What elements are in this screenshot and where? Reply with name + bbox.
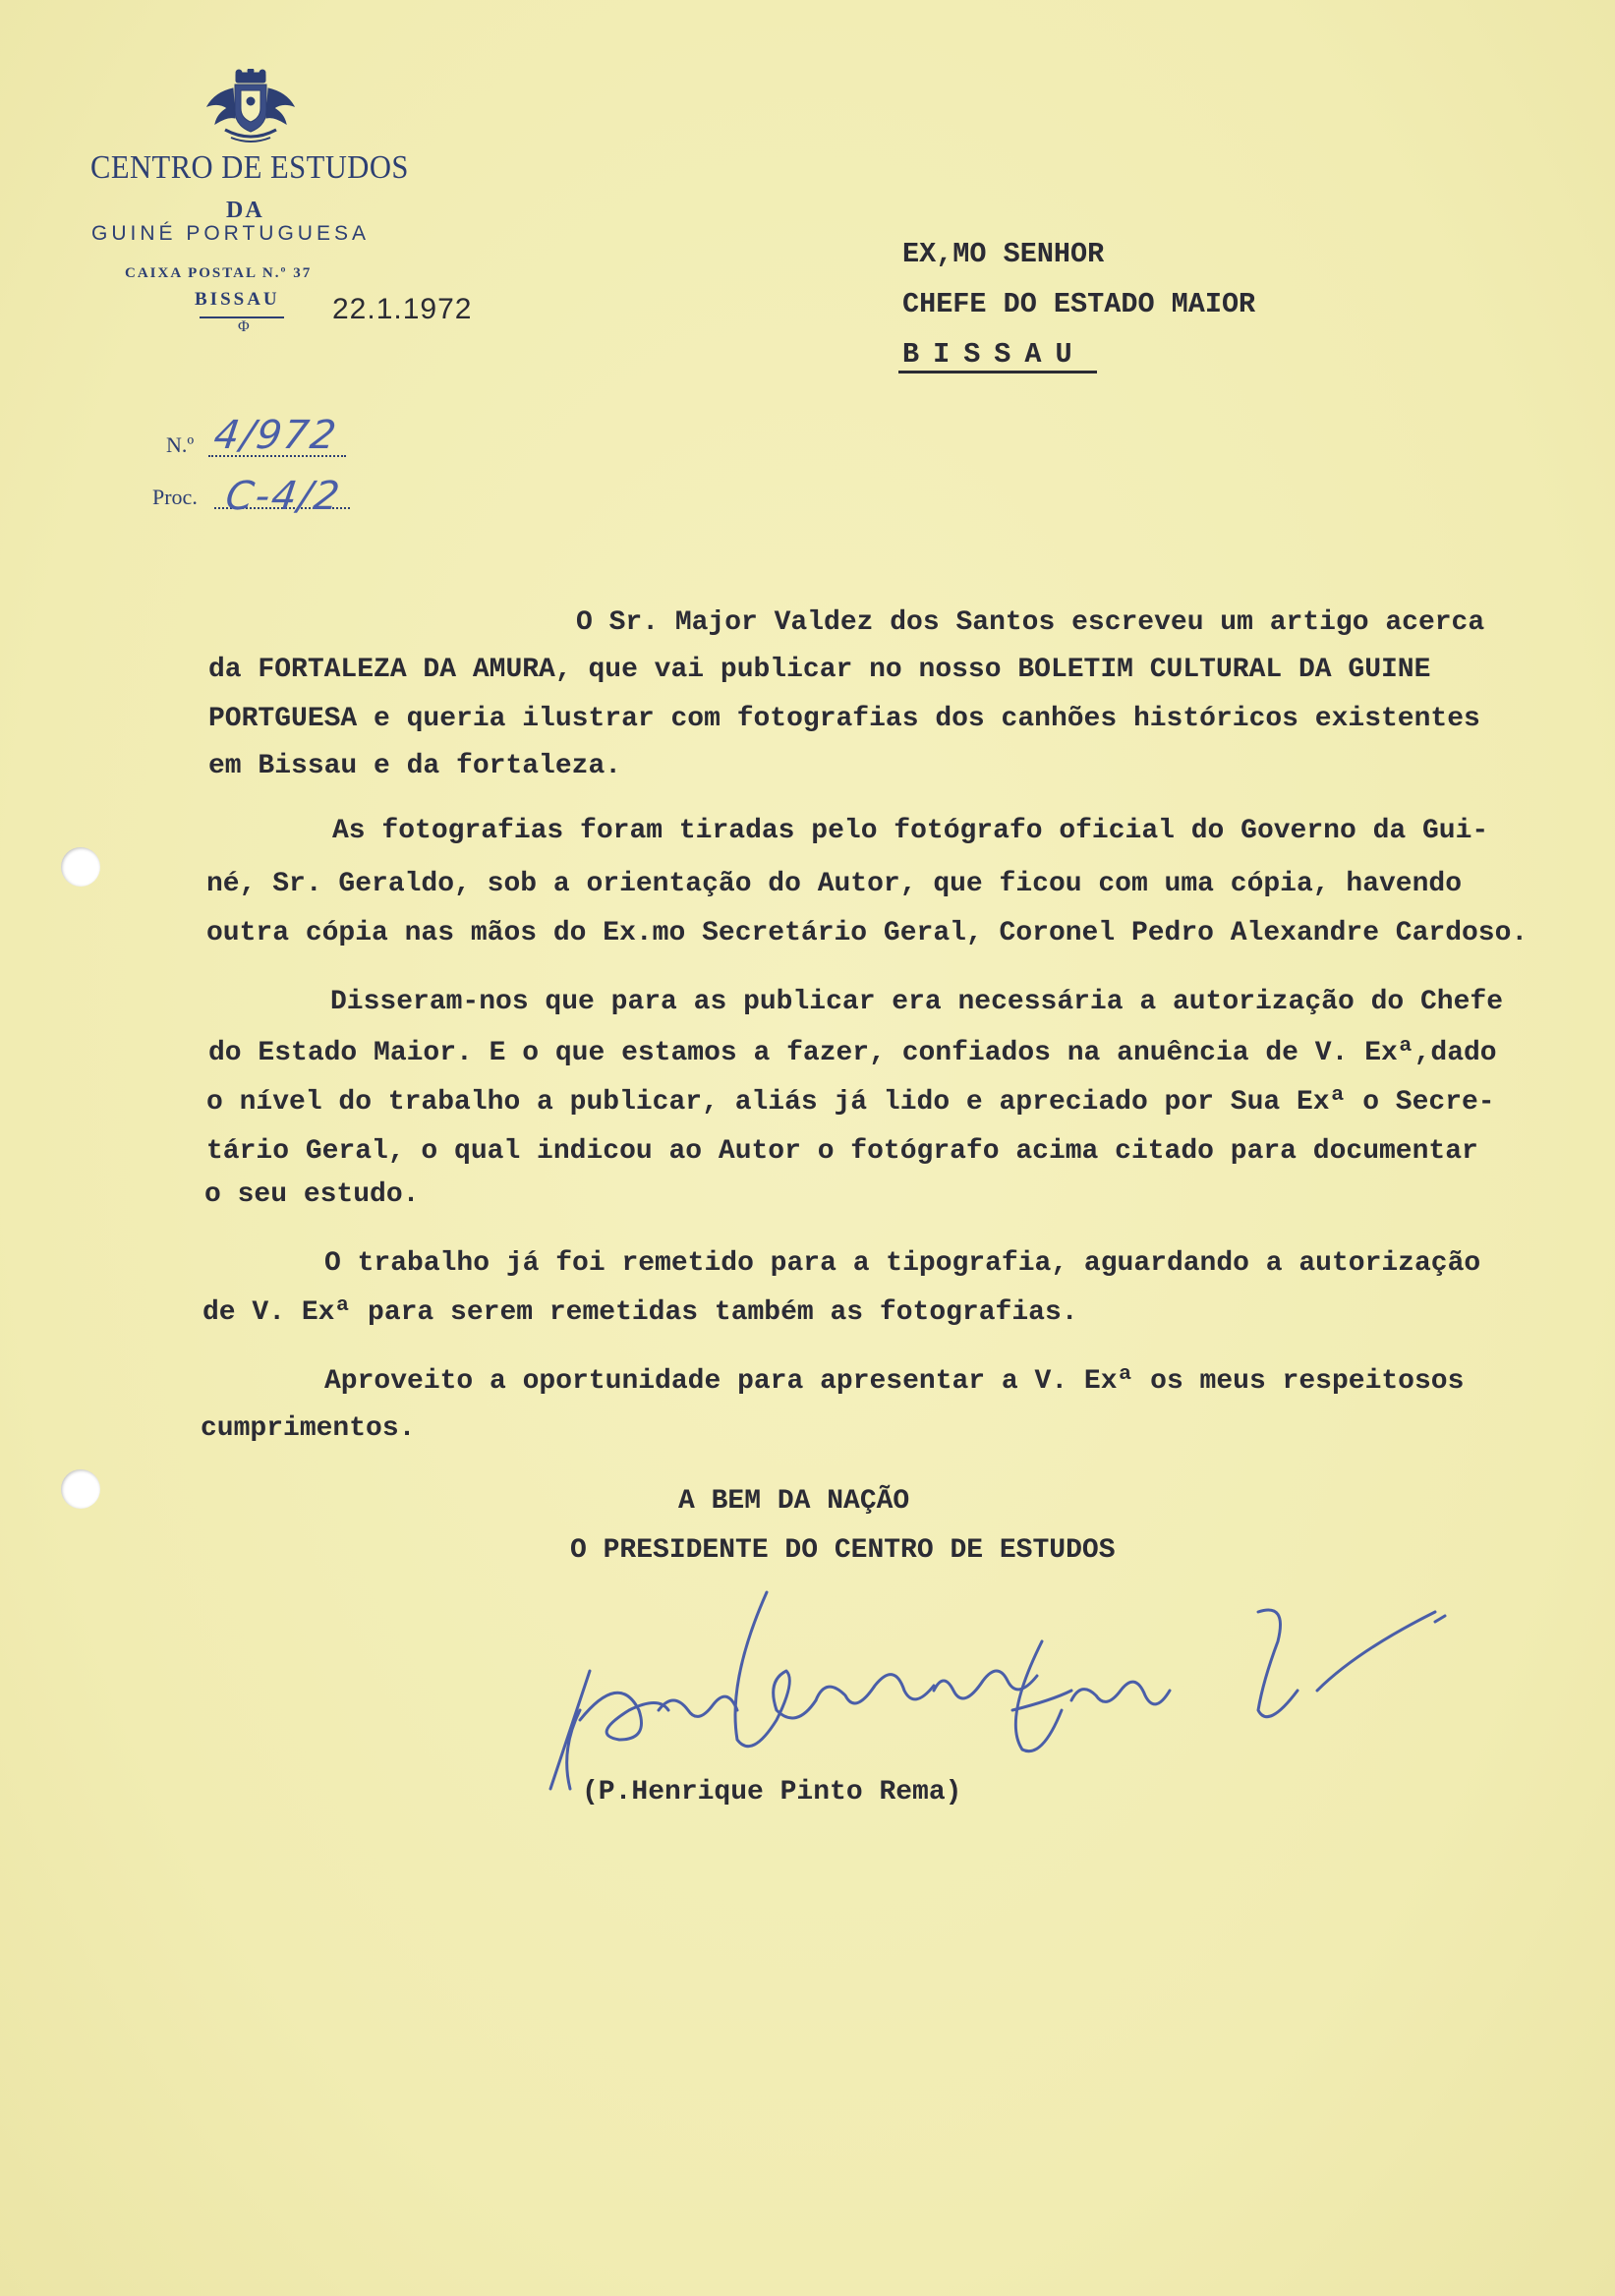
addressee-line-3: BISSAU (902, 338, 1086, 371)
letterhead-city: BISSAU (195, 289, 280, 310)
body-line: O trabalho já foi remetido para a tipografia, aguardando a autorização (324, 1248, 1481, 1279)
reference-proc-value: C-4/2 (222, 474, 344, 519)
body-line: de V. Exª para serem remetidas também as fotografias. (202, 1297, 1078, 1328)
letterhead-da: DA (226, 198, 264, 223)
reference-no-label: N.º (166, 432, 195, 457)
body-line: da FORTALEZA DA AMURA, que vai publicar no nosso BOLETIM CULTURAL DA GUINE (208, 655, 1431, 685)
punch-hole-bottom (61, 1469, 100, 1509)
handwritten-signature-icon (511, 1563, 1455, 1799)
punch-hole-top (61, 847, 100, 887)
body-line: o seu estudo. (204, 1179, 420, 1210)
body-line: Aproveito a oportunidade para apresentar a V. Exª os meus respeitosos (324, 1366, 1465, 1397)
coat-of-arms-icon (202, 69, 300, 147)
body-line: outra cópia nas mãos do Ex.mo Secretário Geral, Coronel Pedro Alexandre Cardoso. (206, 918, 1528, 948)
letterhead-title: CENTRO DE ESTUDOS (90, 149, 409, 186)
body-line: do Estado Maior. E o que estamos a fazer, confiados na anuência de V. Exª,dado (208, 1038, 1497, 1068)
body-line: né, Sr. Geraldo, sob a orientação do Autor, que ficou com uma cópia, havendo (206, 869, 1463, 899)
body-line: O Sr. Major Valdez dos Santos escreveu um artigo acerca (576, 607, 1485, 638)
reference-no-value: 4/972 (210, 413, 341, 458)
letterhead-mark: Φ (238, 318, 250, 335)
addressee-line-1: EX,MO SENHOR (902, 238, 1105, 270)
reference-proc-label: Proc. (152, 485, 198, 509)
body-line: em Bissau e da fortaleza. (208, 751, 622, 781)
closing-salutation: A BEM DA NAÇÃO (678, 1486, 910, 1517)
body-line: PORTGUESA e queria ilustrar com fotografias dos canhões históricos existentes (208, 704, 1480, 734)
letter-date: 22.1.1972 (332, 293, 473, 325)
letterhead-subtitle: GUINÉ PORTUGUESA (91, 222, 370, 245)
closing-title: O PRESIDENTE DO CENTRO DE ESTUDOS (570, 1535, 1116, 1566)
body-line: tário Geral, o qual indicou ao Autor o fotógrafo acima citado para documentar (206, 1136, 1478, 1167)
signer-name: (P.Henrique Pinto Rema) (582, 1777, 962, 1808)
body-line: cumprimentos. (201, 1413, 416, 1444)
body-line: o nível do trabalho a publicar, aliás já lido e apreciado por Sua Exª o Secre- (206, 1087, 1495, 1118)
addressee-line-2: CHEFE DO ESTADO MAIOR (902, 288, 1256, 320)
letterhead-postal-box: CAIXA POSTAL N.º 37 (125, 265, 313, 281)
body-line: As fotografias foram tiradas pelo fotógrafo oficial do Governo da Gui- (332, 816, 1489, 846)
addressee-underline (898, 371, 1097, 373)
body-line: Disseram-nos que para as publicar era necessária a autorização do Chefe (330, 987, 1503, 1017)
